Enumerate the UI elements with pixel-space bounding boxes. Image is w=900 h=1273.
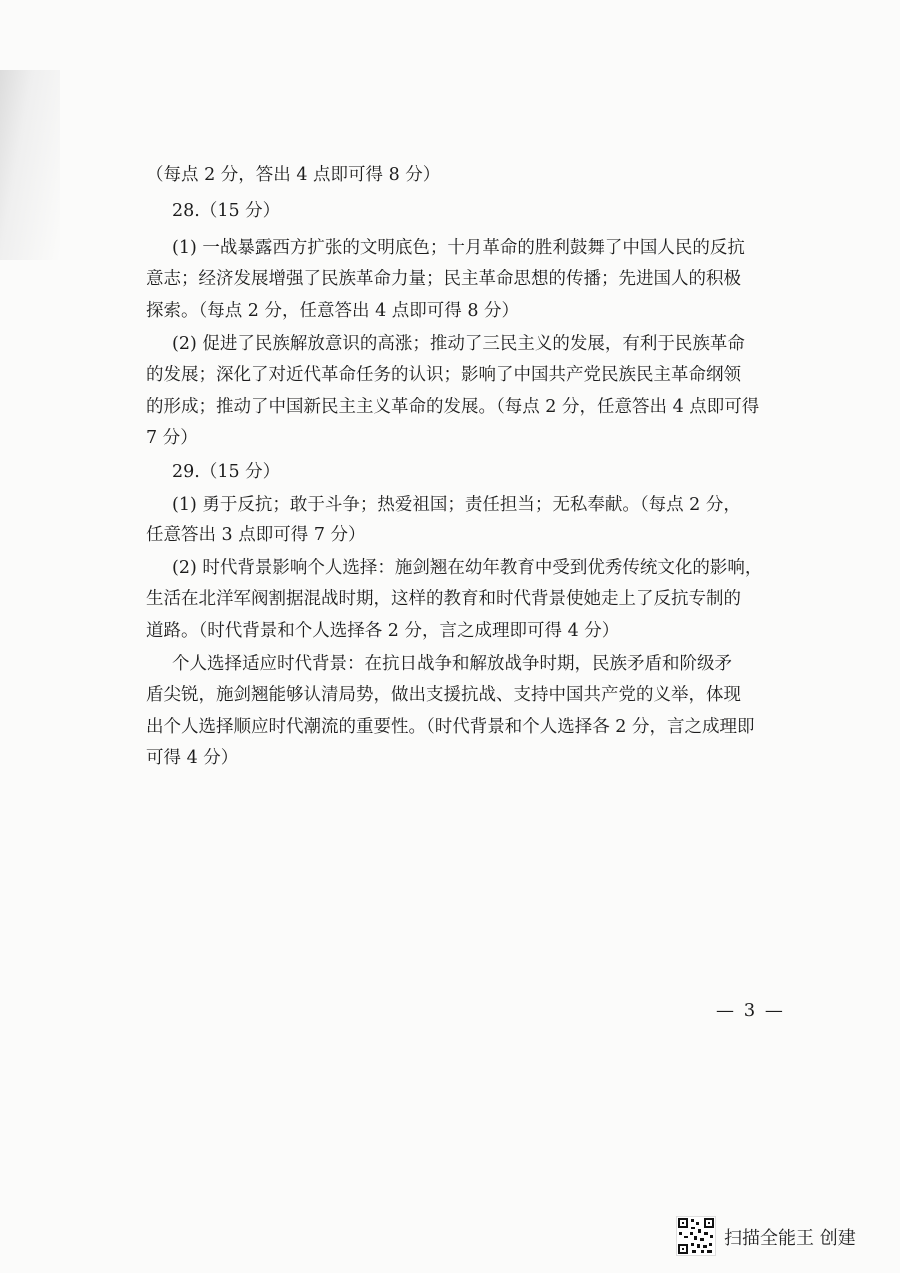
qr-code-icon — [676, 1216, 716, 1256]
q29-part3-line3: 出个人选择顺应时代潮流的重要性。（时代背景和个人选择各 2 分，言之成理即 — [146, 717, 755, 737]
q28-part1-line2: 意志；经济发展增强了民族革命力量；民主革命思想的传播；先进国人的积极 — [146, 269, 741, 289]
q29-part2-line1: (2) 时代背景影响个人选择：施剑翘在幼年教育中受到优秀传统文化的影响， — [172, 558, 763, 578]
score-note-line: （每点 2 分，答出 4 点即可得 8 分） — [146, 165, 441, 185]
q29-part2-line3: 道路。（时代背景和个人选择各 2 分，言之成理即可得 4 分） — [146, 621, 620, 641]
q28-part1-line1: (1) 一战暴露西方扩张的文明底色；十月革命的胜利鼓舞了中国人民的反抗 — [172, 238, 745, 258]
watermark-text: 扫描全能王 创建 — [724, 1228, 856, 1249]
q29-part1-line2: 任意答出 3 点即可得 7 分） — [146, 525, 366, 545]
question-29-heading: 29.（15 分） — [172, 462, 281, 482]
question-28-heading: 28.（15 分） — [172, 201, 281, 221]
page-number: — 3 — — [716, 1000, 785, 1021]
q28-part2-line1: (2) 促进了民族解放意识的高涨；推动了三民主义的发展，有利于民族革命 — [172, 334, 745, 354]
q28-part1-line3: 探索。（每点 2 分，任意答出 4 点即可得 8 分） — [146, 301, 520, 321]
q28-part2-line2: 的发展；深化了对近代革命任务的认识；影响了中国共产党民族民主革命纲领 — [146, 365, 741, 385]
q29-part1-line1: (1) 勇于反抗；敢于斗争；热爱祖国；责任担当；无私奉献。（每点 2 分， — [172, 495, 741, 515]
q28-part2-line3: 的形成；推动了中国新民主主义革命的发展。（每点 2 分，任意答出 4 点即可得 — [146, 397, 760, 417]
q29-part3-line4: 可得 4 分） — [146, 748, 239, 768]
q28-part2-line4: 7 分） — [146, 428, 198, 448]
scanner-watermark — [676, 1216, 876, 1256]
q29-part3-line2: 盾尖锐，施剑翘能够认清局势，做出支援抗战、支持中国共产党的义举，体现 — [146, 685, 741, 705]
q29-part2-line2: 生活在北洋军阀割据混战时期，这样的教育和时代背景使她走上了反抗专制的 — [146, 589, 741, 609]
q29-part3-line1: 个人选择适应时代背景：在抗日战争和解放战争时期，民族矛盾和阶级矛 — [172, 654, 732, 674]
